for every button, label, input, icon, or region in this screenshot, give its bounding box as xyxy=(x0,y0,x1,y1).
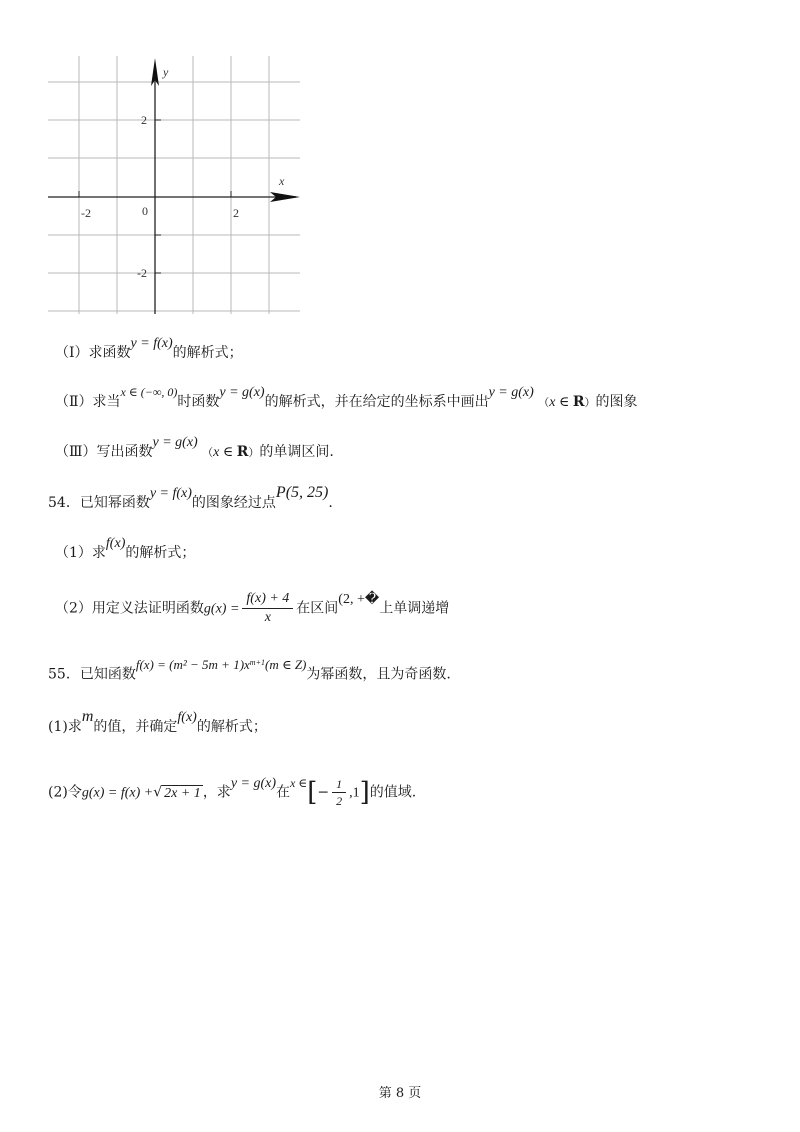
q53-part1: （Ⅰ）求函数y = f(x)的解析式； xyxy=(55,336,243,361)
q53-part3: （Ⅲ）写出函数y = g(x) （x ∈ R）的单调区间. xyxy=(55,435,334,460)
q54-stem: 54．已知幂函数y = f(x)的图象经过点P(5, 25). xyxy=(48,484,333,511)
q55-stem: 55．已知函数$f(x) = (m^2 - 5m + 1)x^{m+1}(m$ ∈ Z)为幂函数，且为奇函数. xyxy=(48,656,451,683)
x-tick-2: 2 xyxy=(233,206,239,220)
q54-part2: （2）用定义法证明函数g(x) = $\frac{f(x) + 4}{x}$ 在区间(2, +�上单调递增 xyxy=(55,591,450,625)
q55-part2: (2)令g(x) = f(x) +√ 2x + 1 ，求y = g(x)在x ∈[− $\frac{1}{2}$ ,1]的值域. xyxy=(48,775,417,808)
y-axis-label: y xyxy=(163,65,169,79)
q55-part1: (1)求m的值，并确定f(x)的解析式； xyxy=(48,708,267,735)
origin-label: 0 xyxy=(142,204,148,218)
x-axis-label: x xyxy=(279,174,285,188)
page-number: 第 8 页 xyxy=(378,1086,422,1101)
fraction-f-plus-4-over-x: $\frac{f(x) + 4}{x}$ xyxy=(242,592,293,625)
x-tick-neg2: -2 xyxy=(81,206,91,220)
y-tick-2: 2 xyxy=(141,113,147,127)
y-tick-neg2: -2 xyxy=(137,266,147,280)
fraction-one-half: $\frac{1}{2}$ xyxy=(332,778,346,807)
coordinate-grid xyxy=(48,56,300,314)
q54-part1: （1）求f(x)的解析式； xyxy=(55,536,196,561)
q53-part2: （Ⅱ）求当x ∈ (−∞, 0)时函数y = g(x)的解析式，并在给定的坐标系中画出y = g(x) （x ∈ R）的图象 xyxy=(55,385,638,410)
